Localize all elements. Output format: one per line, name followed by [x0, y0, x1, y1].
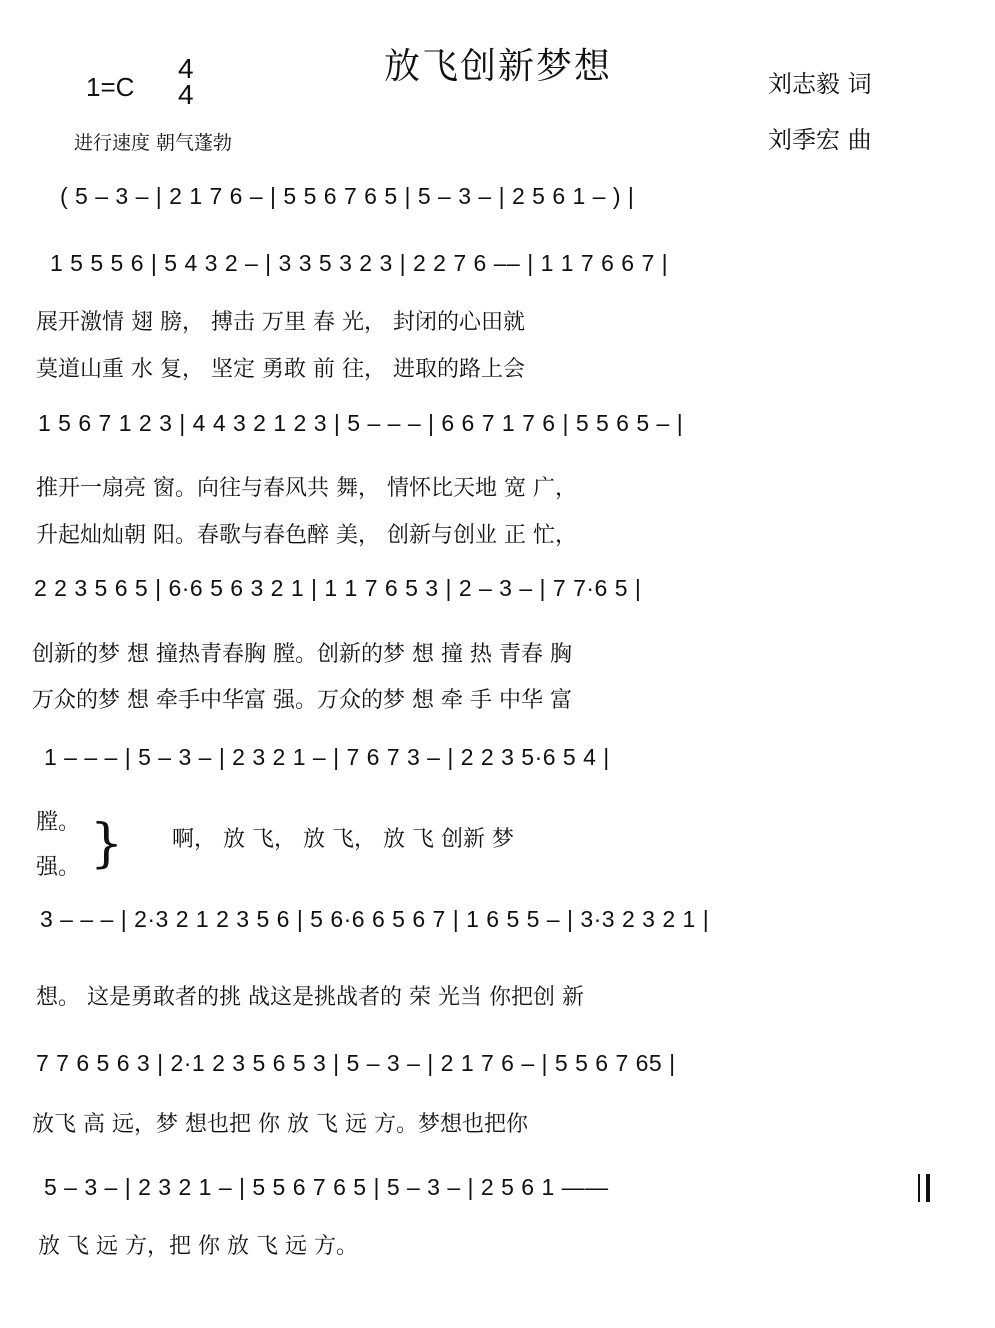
lyric-line-6: 想。 这是勇敢者的挑 战这是挑战者的 荣 光当 你把创 新	[36, 985, 584, 1010]
notation-line-5: 1 – – – | 5 – 3 – | 2 3 2 1 – | 7 6 7 3 – | 2 2 3 5·6 5 4 |	[44, 744, 610, 770]
lyric-line-3-verse-1: 推开一扇亮 窗。向往与春风共 舞， 情怀比天地 宽 广，	[36, 476, 577, 501]
final-barline	[918, 1174, 930, 1202]
song-title: 放飞创新梦想	[384, 46, 613, 87]
lyric-line-5-verse-2: 强。	[36, 855, 81, 880]
time-signature	[178, 53, 194, 110]
tempo-marking: 进行速度 朝气蓬勃	[74, 132, 233, 154]
notation-line-3: 1 5 6 7 1 2 3 | 4 4 3 2 1 2 3 | 5 – – – | 6 6 7 1 7 6 | 5 5 6 5 – |	[38, 410, 684, 436]
lyric-line-7: 放飞 高 远，梦 想也把 你 放 飞 远 方。梦想也把你	[32, 1112, 528, 1137]
notation-line-4: 2 2 3 5 6 5 | 6·6 5 6 3 2 1 | 1 1 7 6 5 3 | 2 – 3 – | 7 7·6 5 |	[34, 575, 642, 601]
lyric-line-3-verse-2: 升起灿灿朝 阳。春歌与春色醉 美， 创新与创业 正 忙，	[36, 523, 577, 548]
lyricist-credit: 刘志毅 词	[768, 70, 872, 98]
refrain-lyric-line: 啊， 放 飞， 放 飞， 放 飞 创新 梦	[172, 827, 514, 852]
lyric-line-5-verse-1: 膛。	[36, 810, 81, 835]
lyric-line-4-verse-1: 创新的梦 想 撞热青春胸 膛。创新的梦 想 撞 热 青春 胸	[32, 642, 572, 667]
verse-brace: }	[90, 814, 124, 874]
notation-line-6: 3 – – – | 2·3 2 1 2 3 5 6 | 5 6·6 6 5 6 7 | 1 6 5 5 – | 3·3 2 3 2 1 |	[40, 906, 710, 932]
lyric-line-8: 放 飞 远 方，把 你 放 飞 远 方。	[38, 1234, 358, 1259]
composer-credit: 刘季宏 曲	[768, 126, 872, 154]
notation-line-2: 1 5 5 5 6 | 5 4 3 2 – | 3 3 5 3 2 3 | 2 2 7 6 –– | 1 1 7 6 6 7 |	[50, 250, 669, 276]
lyric-line-2-verse-2: 莫道山重 水 复， 坚定 勇敢 前 往， 进取的路上会	[36, 357, 525, 382]
key-signature: 1=C	[86, 72, 135, 102]
lyric-line-2-verse-1: 展开激情 翅 膀， 搏击 万里 春 光， 封闭的心田就	[36, 310, 525, 335]
lyric-line-4-verse-2: 万众的梦 想 牵手中华富 强。万众的梦 想 牵 手 中华 富	[32, 688, 572, 713]
notation-line-8: 5 – 3 – | 2 3 2 1 – | 5 5 6 7 6 5 | 5 – 3 – | 2 5 6 1 ——	[44, 1174, 609, 1200]
time-signature-bottom: 4	[178, 79, 194, 110]
notation-line-1: ( 5 – 3 – | 2 1 7 6 – | 5 5 6 7 6 5 | 5 – 3 – | 2 5 6 1 – ) |	[60, 183, 635, 209]
notation-line-7: 7 7 6 5 6 3 | 2·1 2 3 5 6 5 3 | 5 – 3 – | 2 1 7 6 – | 5 5 6 7 65 |	[36, 1050, 676, 1076]
time-signature-top: 4	[178, 53, 194, 84]
